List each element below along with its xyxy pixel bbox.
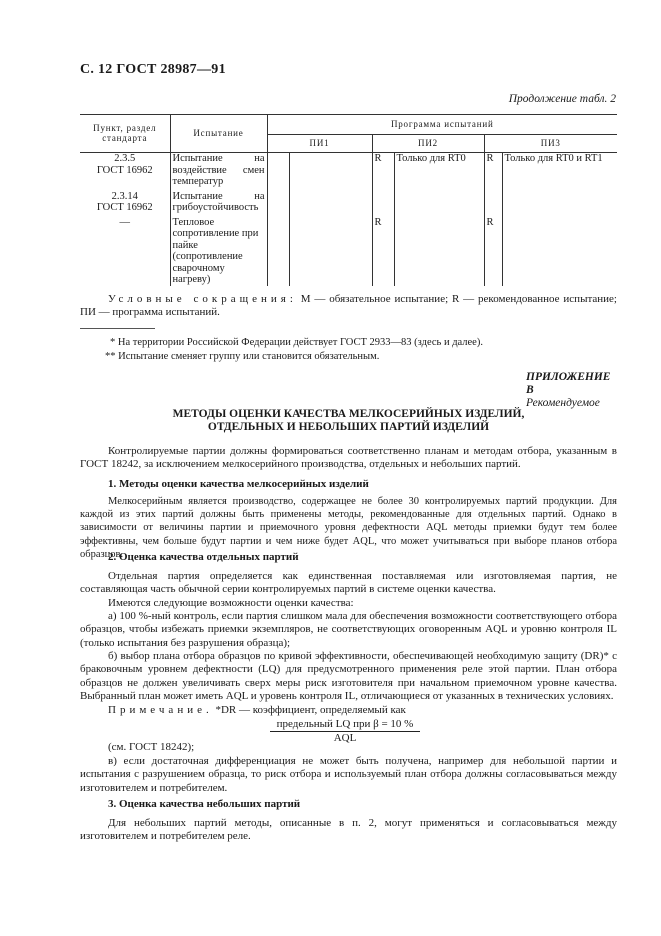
appendix-label — [526, 371, 616, 410]
formula-denominator: AQL — [333, 732, 357, 744]
footnote-divider — [80, 328, 155, 329]
cell-test: Испытание на грибоустойчивость — [170, 188, 267, 214]
cell-test: Испытание на воздействие смен температур — [170, 153, 267, 188]
section-1-text: Мелкосерийным является производство, содержащее не более 30 контролируемых партий продукции. Для каждой из этих партий должны быть применены методы, рекомендованные для отдельных партий. Однако в зависимости от величины партии и приемочного уровня дефектности AQL методы приемки будут тем более эффективны, чем больше будут партии и чем ниже будет AQL, что может учитываться при выборе планов отбора образцов. — [80, 496, 617, 560]
col-header-program: Программа испытаний — [267, 115, 617, 135]
section-3-text: Для небольших партий методы, описанные в п. 2, могут применяться и согласовываться между изготовителем и потребителем реле. — [80, 817, 617, 843]
section-2-item-a: а) 100 %-ный контроль, если партия слишком мала для обеспечения возможности соответствующего отбора образцов, чтобы избежать приемки экземпляров, не соответствующих оговоренным AQL и уровню контроля IL (только испытания без разрушения образца); — [80, 610, 617, 649]
cell-pi3-note: Только для RT0 и RT1 — [502, 153, 617, 188]
section-2-para-2: Имеются следующие возможности оценки качества: — [108, 597, 354, 609]
cell-pi1-mark — [267, 188, 289, 214]
cell-pi1-mark — [267, 214, 289, 286]
section-title-line-1: МЕТОДЫ ОЦЕНКИ КАЧЕСТВА МЕЛКОСЕРИЙНЫХ ИЗДЕЛИЙ, — [172, 408, 525, 420]
see-reference: (см. ГОСТ 18242); — [108, 741, 195, 753]
cell-pi3-note — [502, 214, 617, 286]
page-header: С. 12 ГОСТ 28987—91 — [80, 62, 226, 77]
section-2-item-c: в) если достаточная дифференциация не может быть получена, например для небольшой партии и испытания с разрушением образца, то риск отбора и используемый план отбора должны согласовываться между изготовителем и потребителем. — [80, 755, 617, 794]
col-header-pi2: ПИ2 — [372, 135, 484, 153]
cell-pi2-mark: R — [372, 214, 394, 286]
cell-pi2-note — [394, 214, 484, 286]
cell-pi1-note — [289, 153, 372, 188]
cell-pi3-mark: R — [484, 153, 502, 188]
heading-1: 1. Методы оценки качества мелкосерийных изделий — [108, 478, 369, 490]
note-label: Примечание. — [108, 704, 213, 716]
cell-pi2-mark: R — [372, 153, 394, 188]
note-text: *DR — коэффициент, определяемый как — [212, 704, 406, 716]
heading-3: 3. Оценка качества небольших партий — [108, 798, 301, 810]
table-row — [80, 188, 617, 214]
cell-pi2-note: Только для RT0 — [394, 153, 484, 188]
section-title-line-2: ОТДЕЛЬНЫХ И НЕБОЛЬШИХ ПАРТИЙ ИЗДЕЛИЙ — [207, 421, 490, 433]
appendix-title: ПРИЛОЖЕНИЕ В — [526, 371, 611, 396]
cell-clause: 2.3.5 ГОСТ 16962 — [80, 153, 170, 188]
dr-formula — [270, 718, 420, 744]
abbreviations-label: Условные сокращения: — [108, 293, 297, 305]
cell-pi1-note — [289, 188, 372, 214]
table-row — [80, 214, 617, 286]
formula-numerator: предельный LQ при β = 10 % — [270, 718, 420, 732]
abbreviations-note — [80, 293, 617, 320]
footnote-2: ** Испытание сменяет группу или становится обязательным. — [105, 351, 380, 362]
appendix-status: Рекомендуемое — [526, 397, 600, 409]
section-title — [80, 408, 617, 434]
col-header-pi3: ПИ3 — [484, 135, 617, 153]
note-line — [80, 704, 617, 717]
abbreviations-text: M — обязательное испытание; R — рекомендованное испытание; ПИ — программа испытаний. — [80, 293, 617, 319]
section-2-item-b: б) выбор плана отбора образцов по кривой эффективности, обеспечивающей необходимую защиту (DR)* с браковочным уровнем дефектности (LQ) для предусмотренного применения реле этой партии. План отбора образцов не должен увеличивать сверх меры риск изготовителя при начальном приемочном уровне качества. Выбранный план может иметь AQL и уровень контроля IL, отличающиеся от указанных в технических условиях. — [80, 650, 617, 703]
cell-pi2-mark — [372, 188, 394, 214]
cell-pi3-note — [502, 188, 617, 214]
col-header-pi1: ПИ1 — [267, 135, 372, 153]
cell-pi1-note — [289, 214, 372, 286]
cell-clause: 2.3.14 ГОСТ 16962 — [80, 188, 170, 214]
col-header-test: Испытание — [170, 115, 267, 153]
table-continuation-label: Продолжение табл. 2 — [508, 93, 616, 105]
intro-paragraph: Контролируемые партии должны формироваться соответственно планам и методам отбора, указанным в ГОСТ 18242, за исключением мелкосерийного производства, отдельных и небольших партий. — [80, 445, 617, 471]
cell-pi1-mark — [267, 153, 289, 188]
cell-test: Тепловое сопротивление при пайке (сопротивление сварочному нагреву) — [170, 214, 267, 286]
section-2-para-1: Отдельная партия определяется как единственная поставляемая или изготовляемая партия, не составляющая часть обычной серии контролируемых партий в системе оценки качества. — [80, 570, 617, 596]
table-row — [80, 153, 617, 188]
cell-pi3-mark: R — [484, 214, 502, 286]
test-program-table — [80, 114, 617, 286]
footnote-1: * На территории Российской Федерации действует ГОСТ 2933—83 (здесь и далее). — [110, 337, 483, 348]
cell-clause: — — [80, 214, 170, 286]
cell-pi3-mark — [484, 188, 502, 214]
cell-pi2-note — [394, 188, 484, 214]
col-header-clause: Пункт, раздел стандарта — [80, 115, 170, 153]
heading-2: 2. Оценка качества отдельных партий — [108, 551, 299, 563]
